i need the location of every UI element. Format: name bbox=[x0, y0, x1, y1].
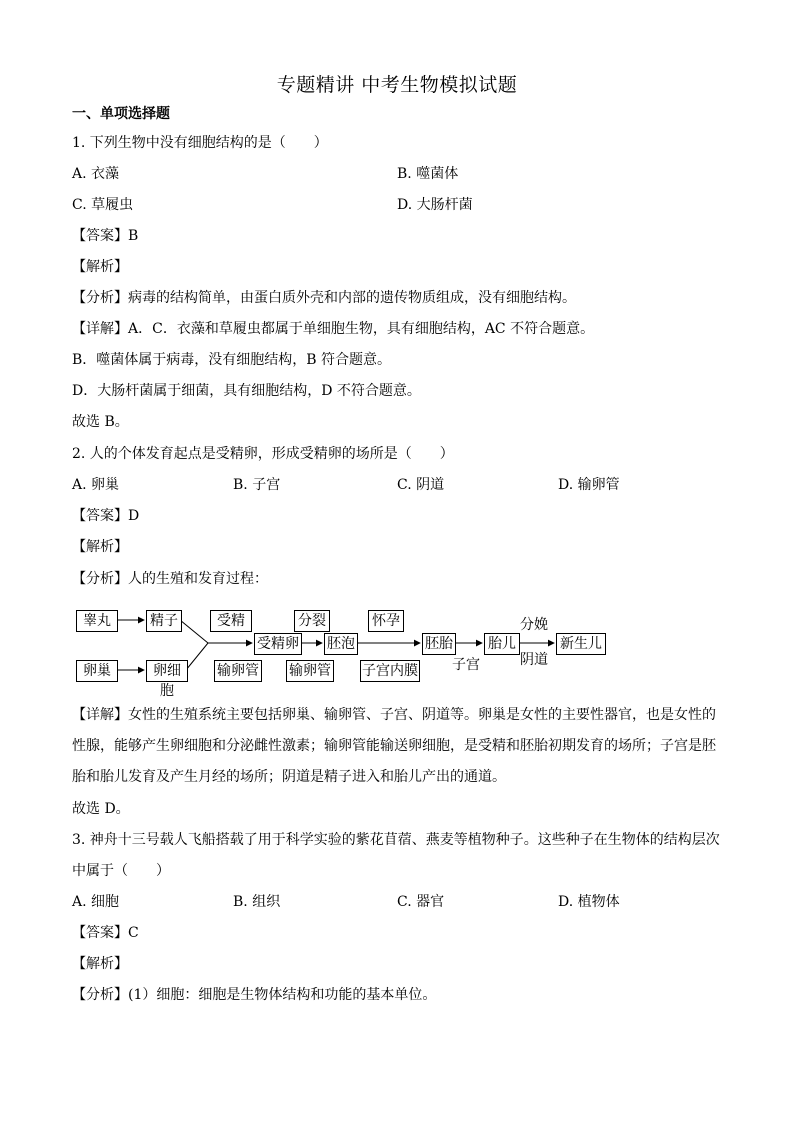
q2-stem: 2. 人的个体发育起点是受精卵，形成受精卵的场所是（ ） bbox=[72, 446, 454, 462]
q3-analysis-heading: 【解析】 bbox=[72, 956, 128, 972]
q2-option-a: A. 卵巢 bbox=[72, 477, 120, 493]
box-divide: 分裂 bbox=[294, 610, 330, 632]
box-endometrium: 子宫内膜 bbox=[360, 660, 420, 682]
q1-explanation: 【详解】A．C．衣藻和草履虫都属于单细胞生物，具有细胞结构，AC 不符合题意。 bbox=[72, 321, 595, 337]
box-ovary: 卵巢 bbox=[76, 660, 118, 682]
q3-answer: 【答案】C bbox=[72, 925, 139, 941]
merge-line-egg bbox=[186, 643, 208, 670]
q1-answer: 【答案】B bbox=[72, 228, 139, 244]
box-zygote: 受精卵 bbox=[254, 633, 302, 655]
q1-option-d: D. 大肠杆菌 bbox=[397, 197, 473, 213]
q1-conclusion: 故选 B。 bbox=[72, 414, 129, 430]
q1-explanation-d: D．大肠杆菌属于细菌，具有细胞结构，D 不符合题意。 bbox=[72, 383, 421, 399]
q3-option-a: A. 细胞 bbox=[72, 894, 120, 910]
reproduction-flow-diagram bbox=[72, 602, 617, 699]
merge-line-sperm bbox=[180, 620, 208, 643]
q2-conclusion: 故选 D。 bbox=[72, 801, 130, 817]
q3-stem: 3. 神舟十三号载人飞船搭载了用于科学实验的紫花苜蓿、燕麦等植物种子。这些种子在生物体的结构层次中属于（ ） bbox=[72, 832, 720, 879]
q1-analysis-heading: 【解析】 bbox=[72, 259, 128, 275]
box-sperm: 精子 bbox=[146, 610, 182, 632]
q1-option-b: B. 噬菌体 bbox=[397, 166, 459, 182]
box-newborn: 新生儿 bbox=[556, 633, 606, 655]
q2-analysis-heading: 【解析】 bbox=[72, 539, 128, 555]
q2-explanation: 【详解】女性的生殖系统主要包括卵巢、输卵管、子宫、阴道等。卵巢是女性的主要性器官，也是女性的性腺，能够产生卵细胞和分泌雌性激素；输卵管能输送卵细胞，是受精和胚胎初期发育的场所；子宫是胚胎和胎儿发育及产生月经的场所；阴道是精子进入和胎儿产出的通道。 bbox=[72, 707, 716, 785]
box-fertilize: 受精 bbox=[210, 610, 252, 632]
q2-answer: 【答案】D bbox=[72, 508, 140, 524]
box-pregnancy: 怀孕 bbox=[368, 610, 404, 632]
page-title: 专题精讲 中考生物模拟试题 bbox=[276, 74, 518, 96]
box-oviduct-1: 输卵管 bbox=[214, 660, 262, 682]
q1-explanation-b: B．噬菌体属于病毒，没有细胞结构，B 符合题意。 bbox=[72, 352, 392, 368]
box-embryo: 胚胎 bbox=[422, 633, 456, 655]
q3-option-c: C. 器官 bbox=[397, 894, 445, 910]
box-egg: 卵细胞 bbox=[146, 660, 188, 682]
q1-option-c: C. 草履虫 bbox=[72, 197, 134, 213]
q2-option-d: D. 输卵管 bbox=[558, 477, 620, 493]
q1-option-a: A. 衣藻 bbox=[72, 166, 120, 182]
q3-option-b: B. 组织 bbox=[233, 894, 281, 910]
box-fetus: 胎儿 bbox=[484, 633, 520, 655]
section-heading: 一、单项选择题 bbox=[72, 106, 170, 122]
label-delivery: 分娩 bbox=[520, 617, 548, 633]
q1-stem: 1. 下列生物中没有细胞结构的是（ ） bbox=[72, 135, 328, 151]
box-testis: 睾丸 bbox=[76, 610, 118, 632]
box-blastocyst: 胚泡 bbox=[324, 633, 358, 655]
q2-option-b: B. 子宫 bbox=[233, 477, 281, 493]
box-oviduct-2: 输卵管 bbox=[286, 660, 334, 682]
q2-analysis: 【分析】人的生殖和发育过程： bbox=[72, 571, 268, 587]
q2-option-c: C. 阴道 bbox=[397, 477, 445, 493]
label-vagina: 阴道 bbox=[520, 652, 548, 668]
q3-option-d: D. 植物体 bbox=[558, 894, 620, 910]
q3-analysis: 【分析】(1）细胞：细胞是生物体结构和功能的基本单位。 bbox=[72, 987, 437, 1003]
label-uterus: 子宫 bbox=[452, 657, 480, 673]
q1-analysis: 【分析】病毒的结构简单，由蛋白质外壳和内部的遗传物质组成，没有细胞结构。 bbox=[72, 290, 576, 306]
